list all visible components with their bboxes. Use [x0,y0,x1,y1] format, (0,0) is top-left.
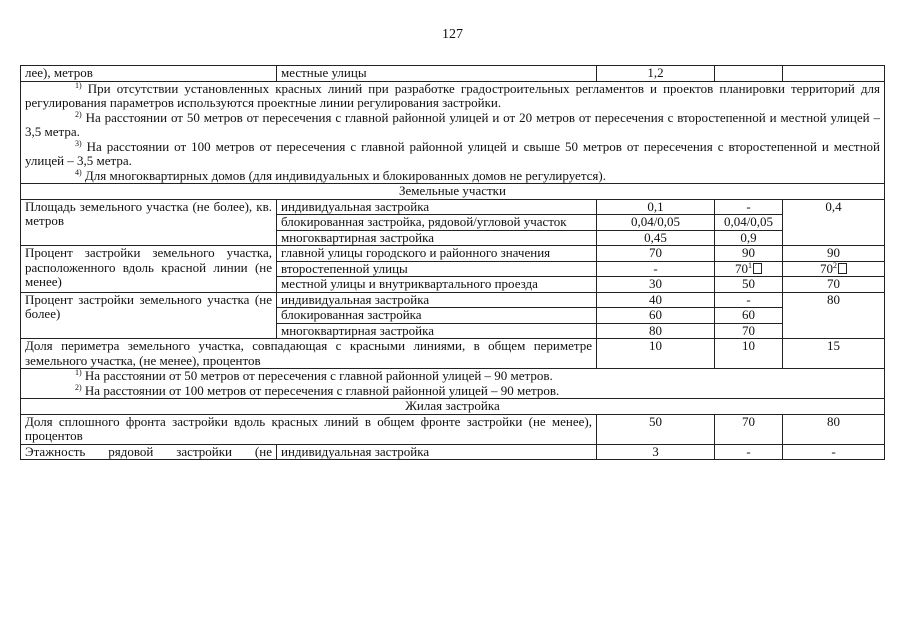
value-cell: 10 [597,339,715,369]
value-cell: - [783,444,885,460]
value-cell [783,261,885,277]
value-cell: - [715,444,783,460]
row-sublabel: местные улицы [277,66,597,82]
value-cell: 1,2 [597,66,715,82]
value-cell: 10 [715,339,783,369]
value-cell: 50 [715,277,783,293]
section-header-residential: Жилая застройка [21,399,885,415]
value-cell [715,261,783,277]
row-label: Доля сплошного фронта застройки вдоль красных линий в общем фронте застройки (не менее), процентов [21,414,597,444]
footnotes-row [21,81,885,184]
row-label: Процент застройки земельного участка (не более) [21,292,277,339]
footnote [25,384,880,399]
value-cell: 0,04/0,05 [715,215,783,231]
value-cell: 60 [715,308,783,324]
footnote-text: На расстоянии от 50 метров от пересечения с главной районной улицей – 90 метров. [81,368,553,383]
footnote-mark: 2 [833,260,837,270]
section-header-row [21,184,885,200]
value-cell: - [715,292,783,308]
footnote-text: На расстоянии от 50 метров от пересечения с главной районной улицей и от 20 метров от пересечения с второстепенной и местной улицей – 3,5 метра. [25,109,880,139]
footnote-text: При отсутствии установленных красных линий при разработке градостроительных регламентов и проектов планировки территорий для регулирования параметров используются проектные линии регулирования застройки. [25,80,880,110]
row-sublabel: многоквартирная застройка [277,323,597,339]
value-cell: 80 [597,323,715,339]
row-sublabel: многоквартирная застройка [277,230,597,246]
value-cell: 80 [783,414,885,444]
footnote-mark: 2) [75,109,82,119]
footnote [25,82,880,111]
value-cell: 70 [715,323,783,339]
value-cell: 3 [597,444,715,460]
value-cell [715,66,783,82]
footnote [25,169,880,184]
section-header-row [21,399,885,415]
value-cell: 40 [597,292,715,308]
footnote-text: На расстоянии от 100 метров от пересечения с главной районной улицей и свыше 50 метров от пересечения с второстепенной и местной улицей – 3,5 метра. [25,138,880,168]
table-row [21,292,885,308]
row-label: лее), метров [21,66,277,82]
missing-glyph-icon [753,263,762,274]
table-row [21,246,885,262]
value-cell: 0,04/0,05 [597,215,715,231]
row-sublabel: блокированная застройка, рядовой/угловой участок [277,215,597,231]
value-text: 70 [820,260,833,276]
table-row [21,199,885,215]
row-sublabel: местной улицы и внутриквартального проезда [277,277,597,293]
footnotes-cell [21,369,885,399]
value-cell: 30 [597,277,715,293]
value-cell [783,66,885,82]
value-cell: 80 [783,292,885,339]
value-cell: - [715,199,783,215]
value-text: 70 [735,260,748,276]
footnote [25,140,880,169]
footnote-mark: 2) [75,382,82,392]
value-cell: 90 [715,246,783,262]
row-sublabel: индивидуальная застройка [277,292,597,308]
missing-glyph-icon [838,263,847,274]
row-sublabel: второстепенной улицы [277,261,597,277]
footnote-mark: 1) [75,368,82,377]
table-row [21,444,885,460]
value-cell: 70 [597,246,715,262]
value-cell: 70 [783,277,885,293]
footnote-mark: 4) [75,167,82,177]
footnote-text: Для многоквартирных домов (для индивидуальных и блокированных домов не регулируется). [81,167,606,183]
value-cell: 0,45 [597,230,715,246]
value-cell: 15 [783,339,885,369]
value-cell: 0,1 [597,199,715,215]
footnote [25,111,880,140]
row-sublabel: главной улицы городского и районного значения [277,246,597,262]
page-number: 127 [442,27,463,42]
footnotes-cell [21,81,885,184]
value-cell: 90 [783,246,885,262]
row-sublabel: индивидуальная застройка [277,444,597,460]
value-cell: 60 [597,308,715,324]
table-row [21,66,885,82]
value-cell: 50 [597,414,715,444]
footnote-mark: 3) [75,138,82,148]
table-row [21,339,885,369]
section-header-land-plots: Земельные участки [21,184,885,200]
footnote-mark: 1) [75,80,82,90]
value-cell: 0,4 [783,199,885,246]
regulations-table [20,65,885,460]
row-label: Этажность рядовой застройки (не [21,444,277,460]
value-cell: - [597,261,715,277]
row-sublabel: индивидуальная застройка [277,199,597,215]
row-label: Площадь земельного участка (не более), кв. метров [21,199,277,246]
row-label: Доля периметра земельного участка, совпадающая с красными линиями, в общем периметре земельного участка, (не менее), процентов [21,339,597,369]
row-sublabel: блокированная застройка [277,308,597,324]
table-row [21,414,885,444]
footnote [25,369,880,384]
row-label: Процент застройки земельного участка, расположенного вдоль красной линии (не менее) [21,246,277,293]
value-cell: 0,9 [715,230,783,246]
footnote-mark: 1 [748,260,752,270]
footnotes-row [21,369,885,399]
value-cell: 70 [715,414,783,444]
footnote-text: На расстоянии от 100 метров от пересечения с главной районной улицей – 90 метров. [81,382,560,398]
